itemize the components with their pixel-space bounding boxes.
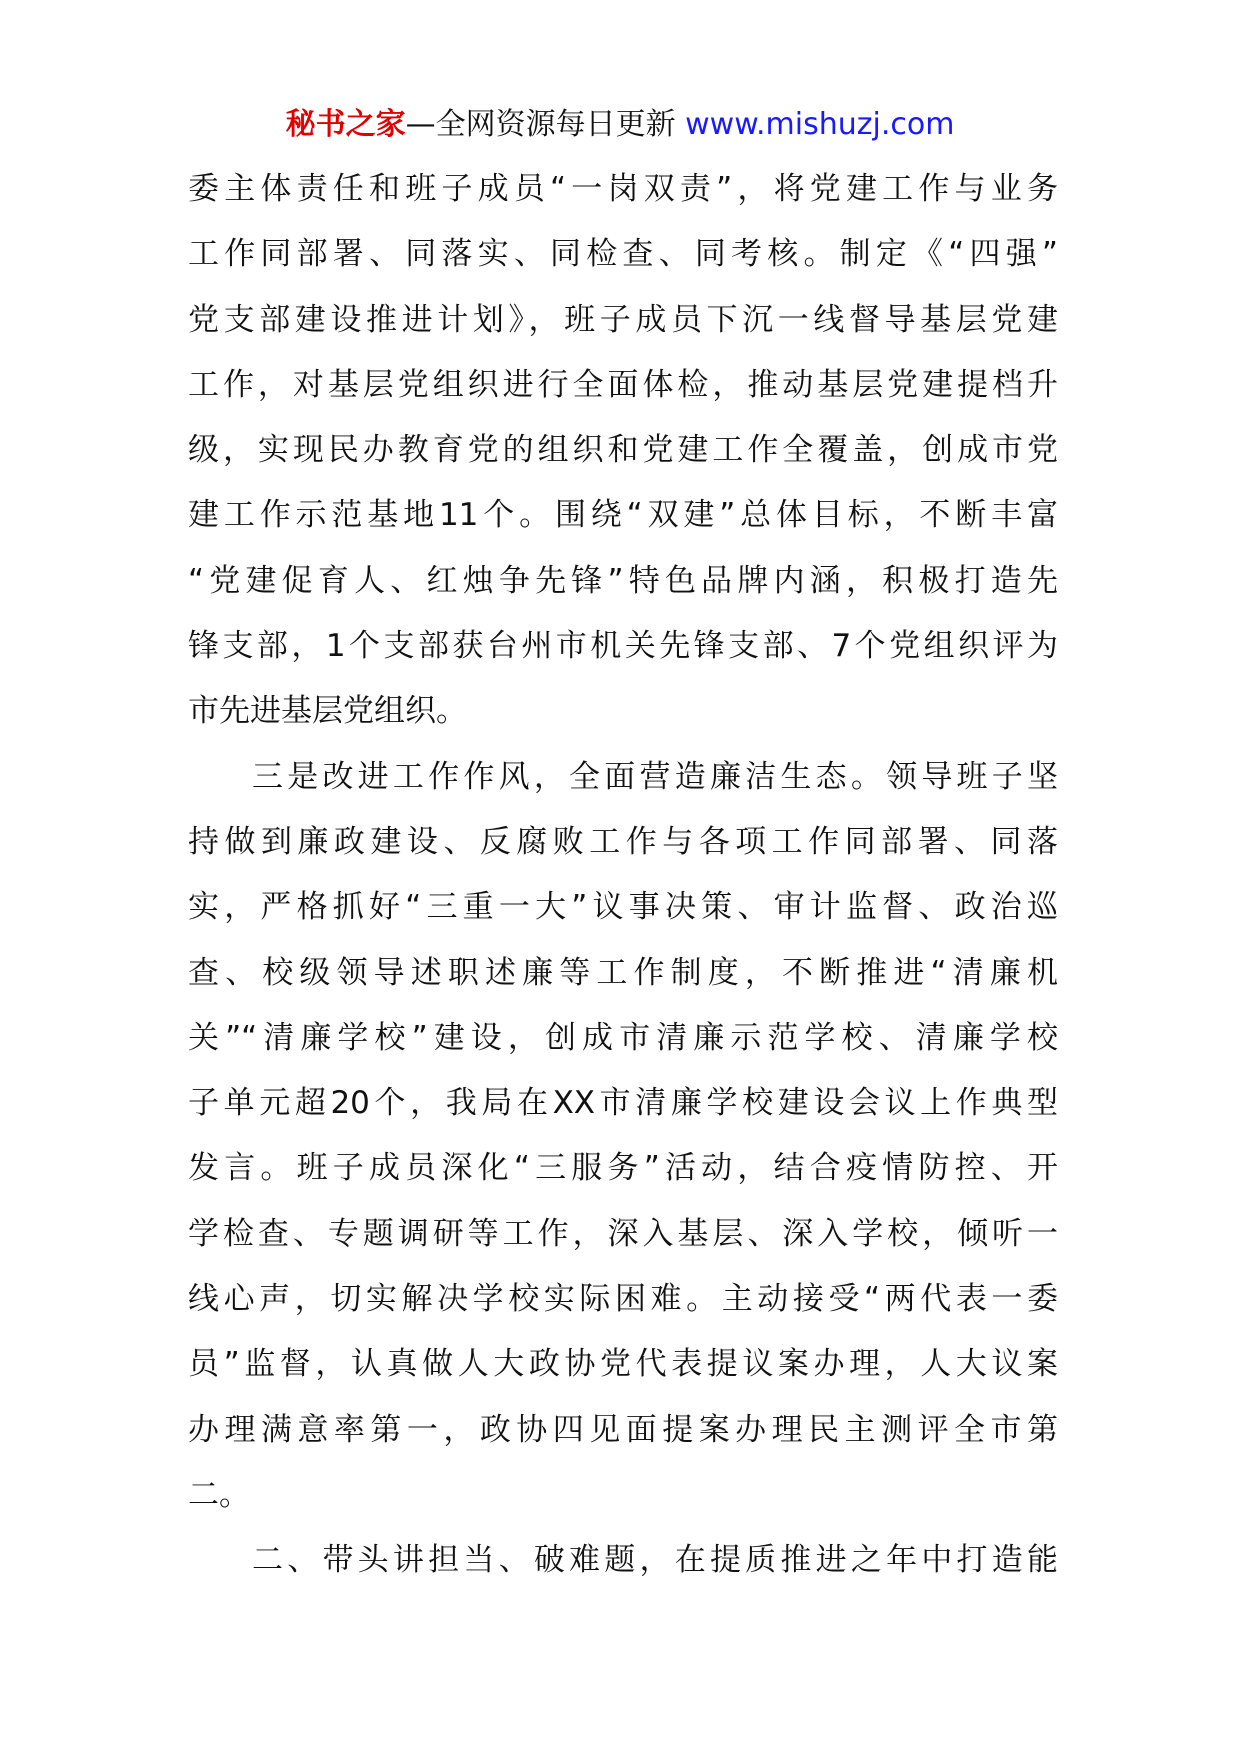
text-line: 工作，对基层党组织进行全面体检，推动基层党建提档升 <box>188 366 1058 403</box>
text-line: 子单元超20个，我局在XX市清廉学校建设会议上作典型 <box>188 1085 1058 1122</box>
text-line: 级，实现民办教育党的组织和党建工作全覆盖，创成市党 <box>188 432 1058 469</box>
document-body <box>188 157 1058 1594</box>
header-url[interactable]: www.mishuzj.com <box>685 107 955 142</box>
text-line: 委主体责任和班子成员“一岗双责”，将党建工作与业务 <box>188 171 1058 207</box>
text-line: 关”“清廉学校”建设，创成市清廉示范学校、清廉学校 <box>188 1019 1058 1056</box>
header-tagline: —全网资源每日更新 <box>405 107 676 142</box>
text-line: 工作同部署、同落实、同检查、同考核。制定《“四强” <box>188 236 1058 273</box>
section-heading-line: 二、带头讲担当、破难题，在提质推进之年中打造能 <box>252 1542 1058 1579</box>
text-line: 锋支部，1个支部获台州市机关先锋支部、7个党组织评为 <box>188 628 1058 665</box>
text-line: 学检查、专题调研等工作，深入基层、深入学校，倾听一 <box>188 1215 1058 1252</box>
paragraph-start-line: 三是改进工作作风，全面营造廉洁生态。领导班子坚 <box>252 758 1058 795</box>
text-line: 发言。班子成员深化“三服务”活动，结合疫情防控、开 <box>188 1150 1058 1187</box>
text-line: 党支部建设推进计划》，班子成员下沉一线督导基层党建 <box>188 301 1058 338</box>
text-line: 实，严格抓好“三重一大”议事决策、审计监督、政治巡 <box>188 889 1058 926</box>
watermark-header <box>0 100 1240 150</box>
text-line: “党建促育人、红烛争先锋”特色品牌内涵，积极打造先 <box>188 562 1058 599</box>
text-line: 查、校级领导述职述廉等工作制度，不断推进“清廉机 <box>188 954 1058 991</box>
text-line: 建工作示范基地11个。围绕“双建”总体目标，不断丰富 <box>188 497 1058 534</box>
header-brand: 秘书之家 <box>285 107 406 142</box>
text-line: 员”监督，认真做人大政协党代表提议案办理，人大议案 <box>188 1346 1058 1383</box>
text-line: 线心声，切实解决学校实际困难。主动接受“两代表一委 <box>188 1281 1058 1318</box>
text-line: 市先进基层党组织。 <box>188 693 467 730</box>
text-line: 办理满意率第一，政协四见面提案办理民主测评全市第 <box>188 1411 1058 1448</box>
text-line: 持做到廉政建设、反腐败工作与各项工作同部署、同落 <box>188 823 1058 860</box>
text-line: 二。 <box>188 1476 250 1513</box>
